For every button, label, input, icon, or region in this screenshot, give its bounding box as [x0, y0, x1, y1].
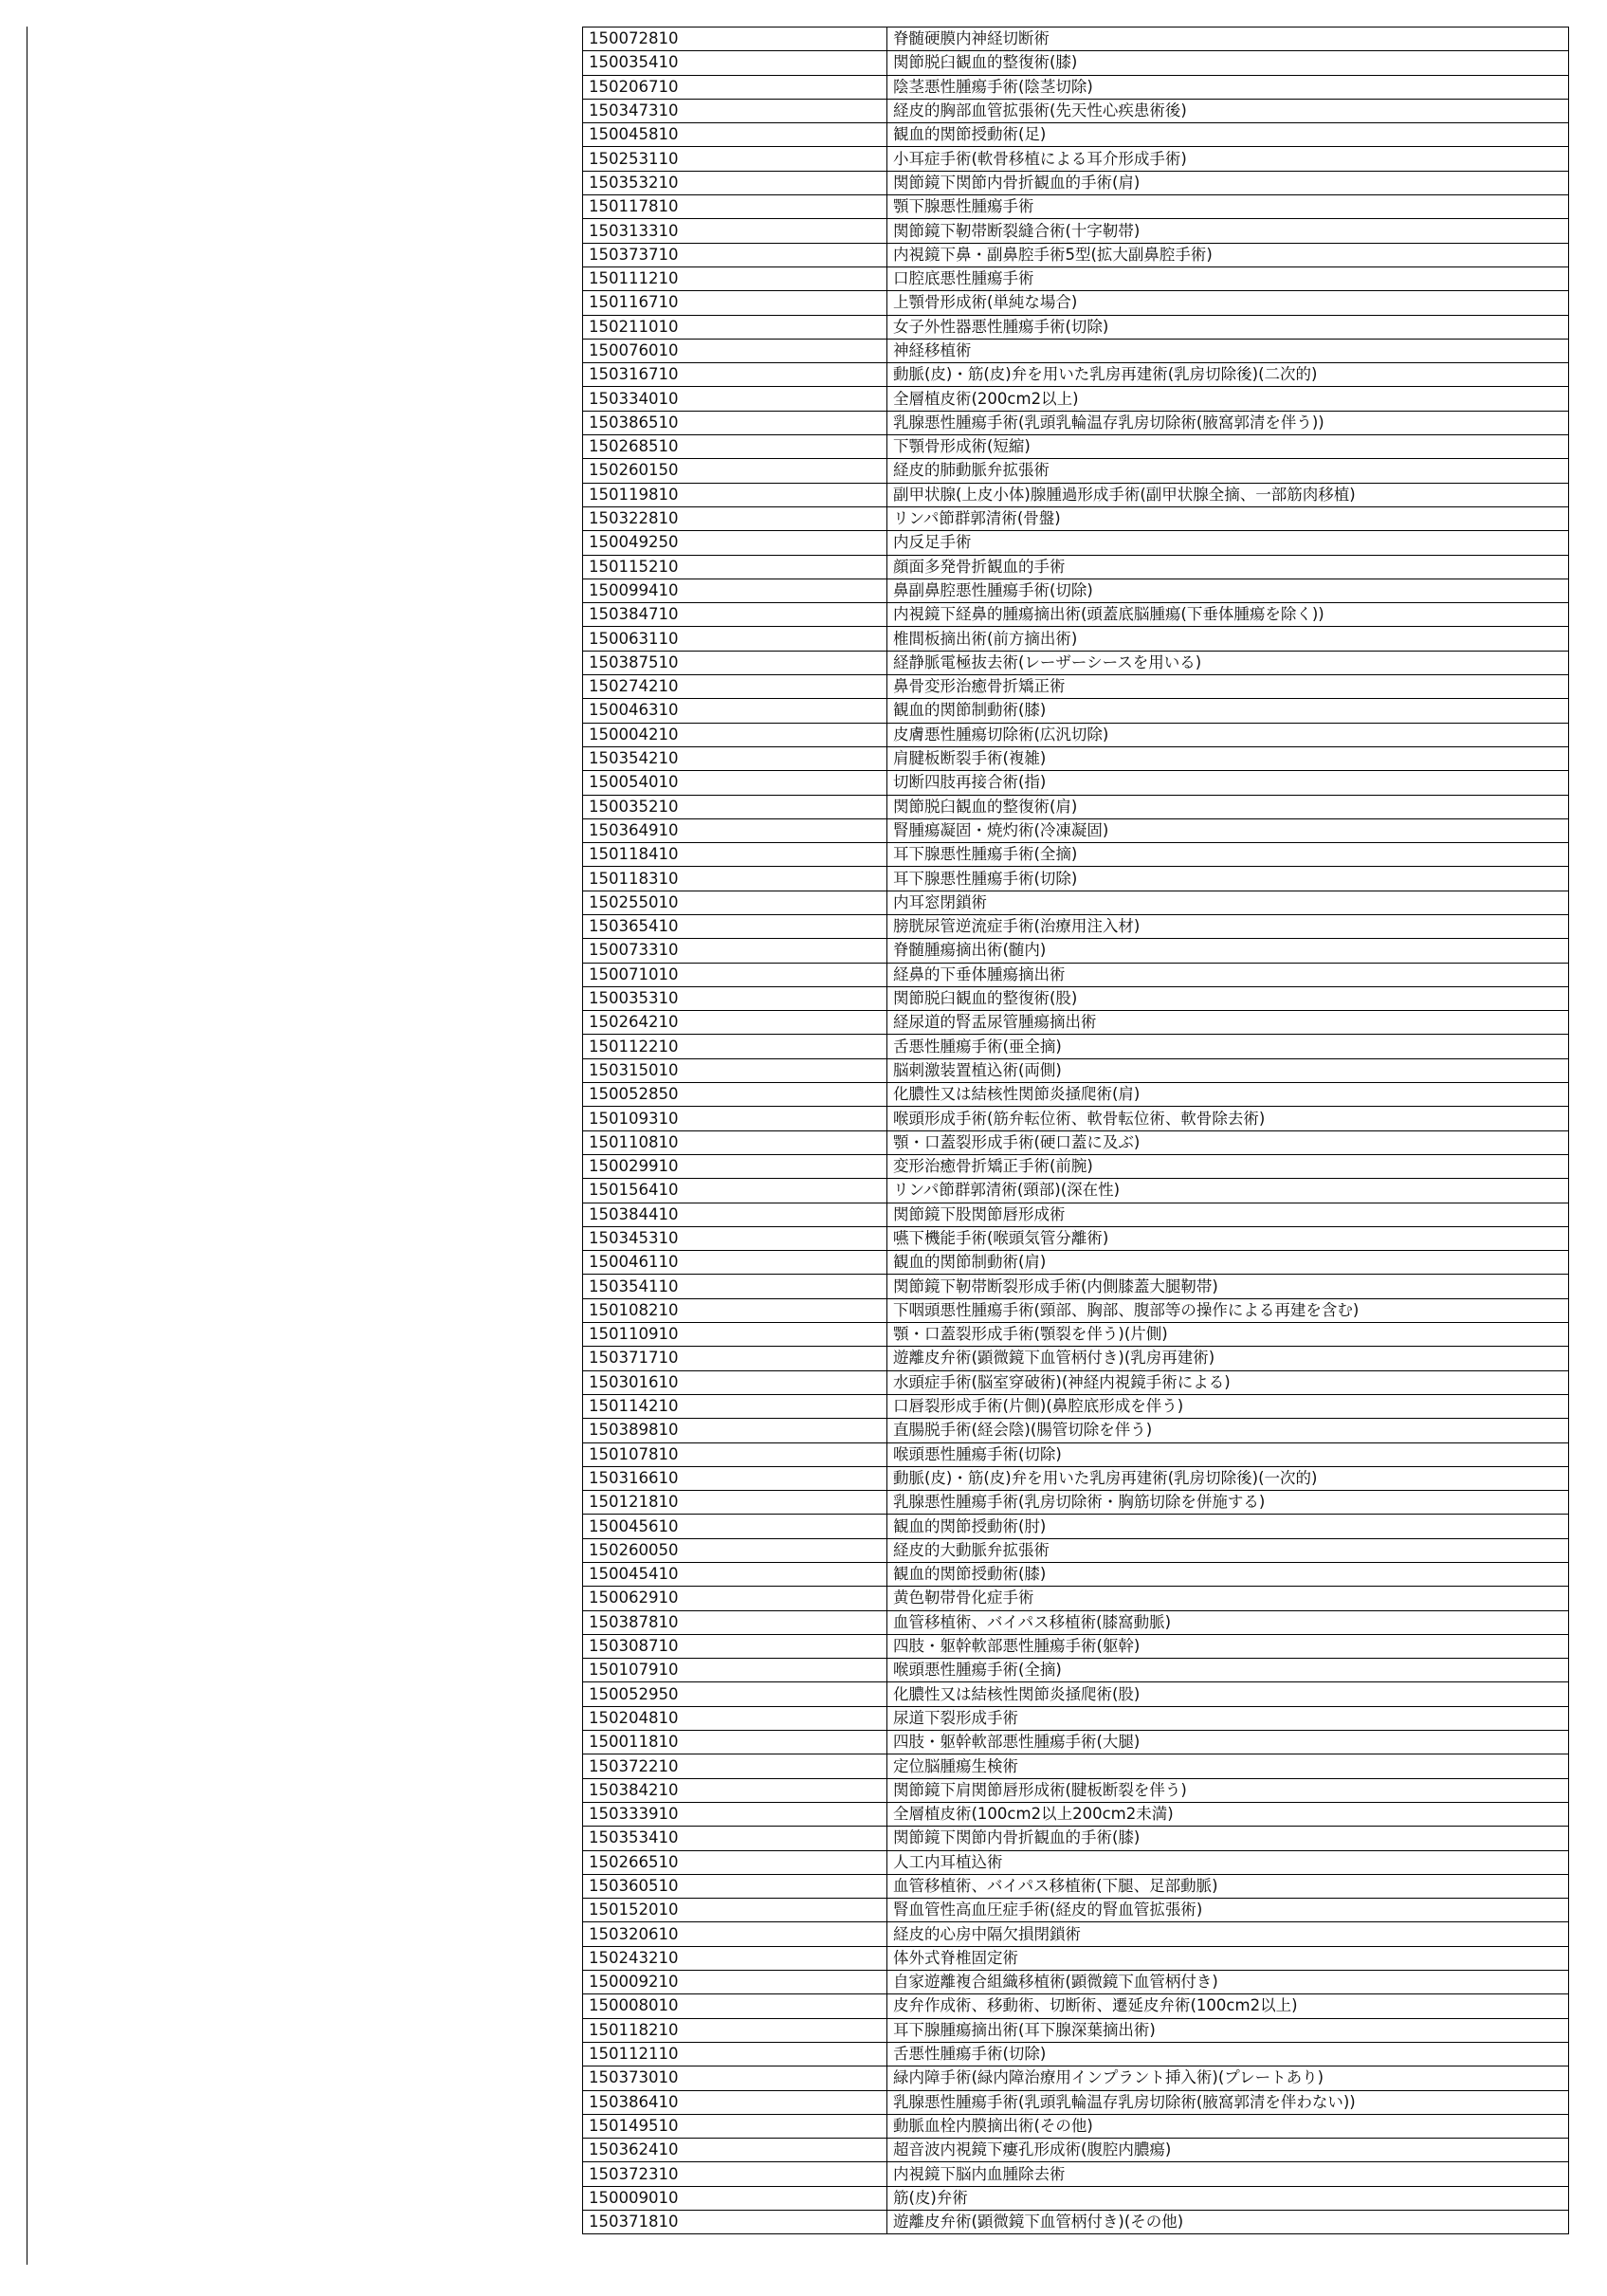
- procedure-code-cell: 150112210: [583, 1035, 887, 1058]
- table-row: [583, 1778, 1569, 1802]
- table-row: [583, 1899, 1569, 1922]
- table-row: [583, 1610, 1569, 1634]
- procedure-code-table: [582, 27, 1569, 2234]
- table-row: [583, 603, 1569, 627]
- table-row: [583, 771, 1569, 795]
- procedure-name-cell: 緑内障手術(緑内障治療用インプラント挿入術)(プレートあり): [887, 2066, 1569, 2090]
- procedure-code-cell: 150045410: [583, 1563, 887, 1587]
- procedure-code-cell: 150110910: [583, 1323, 887, 1347]
- table-row: [583, 291, 1569, 315]
- table-row: [583, 1659, 1569, 1682]
- procedure-name-cell: リンパ節群郭清術(骨盤): [887, 506, 1569, 530]
- table-row: [583, 579, 1569, 602]
- procedure-code-cell: 150243210: [583, 1946, 887, 1970]
- procedure-name-cell: 関節鏡下靭帯断裂縫合術(十字靭帯): [887, 219, 1569, 243]
- procedure-name-cell: 脳刺激装置植込術(両側): [887, 1058, 1569, 1082]
- table-row: [583, 746, 1569, 770]
- procedure-code-cell: 150386510: [583, 411, 887, 434]
- procedure-name-cell: 関節鏡下関節内骨折観血的手術(肩): [887, 171, 1569, 194]
- procedure-name-cell: 四肢・躯幹軟部悪性腫瘍手術(躯幹): [887, 1634, 1569, 1658]
- procedure-code-cell: 150360510: [583, 1874, 887, 1898]
- table-row: [583, 2018, 1569, 2042]
- procedure-name-cell: 自家遊離複合組織移植術(顕微鏡下血管柄付き): [887, 1971, 1569, 1994]
- procedure-name-cell: 喉頭悪性腫瘍手術(全摘): [887, 1659, 1569, 1682]
- table-row: [583, 1035, 1569, 1058]
- procedure-name-cell: 乳腺悪性腫瘍手術(乳頭乳輪温存乳房切除術(腋窩郭清を伴う)): [887, 411, 1569, 434]
- procedure-code-cell: 150046110: [583, 1251, 887, 1275]
- procedure-code-cell: 150372210: [583, 1754, 887, 1778]
- table-row: [583, 243, 1569, 266]
- procedure-name-cell: 乳腺悪性腫瘍手術(乳頭乳輪温存乳房切除術(腋窩郭清を伴わない)): [887, 2090, 1569, 2114]
- table-row: [583, 1946, 1569, 1970]
- procedure-name-cell: 関節鏡下股関節唇形成術: [887, 1203, 1569, 1226]
- table-row: [583, 1442, 1569, 1466]
- procedure-name-cell: 喉頭形成手術(筋弁転位術、軟骨転位術、軟骨除去術): [887, 1107, 1569, 1130]
- procedure-code-cell: 150118310: [583, 867, 887, 891]
- procedure-name-cell: 観血的関節制動術(膝): [887, 699, 1569, 723]
- procedure-code-cell: 150322810: [583, 506, 887, 530]
- procedure-code-cell: 150112110: [583, 2042, 887, 2066]
- procedure-code-cell: 150119810: [583, 483, 887, 506]
- procedure-name-cell: 血管移植術、バイパス移植術(下腿、足部動脈): [887, 1874, 1569, 1898]
- procedure-code-cell: 150004210: [583, 723, 887, 746]
- procedure-name-cell: 口腔底悪性腫瘍手術: [887, 266, 1569, 290]
- table-row: [583, 1179, 1569, 1203]
- procedure-name-cell: 筋(皮)弁術: [887, 2186, 1569, 2210]
- procedure-code-cell: 150008010: [583, 1994, 887, 2018]
- table-row: [583, 1634, 1569, 1658]
- table-row: [583, 531, 1569, 555]
- procedure-code-cell: 150373710: [583, 243, 887, 266]
- procedure-code-cell: 150253110: [583, 147, 887, 171]
- procedure-table-body: [583, 28, 1569, 2234]
- table-row: [583, 435, 1569, 459]
- procedure-code-cell: 150118410: [583, 843, 887, 867]
- table-row: [583, 843, 1569, 867]
- procedure-name-cell: 内耳窓閉鎖術: [887, 891, 1569, 914]
- procedure-name-cell: 下顎骨形成術(短縮): [887, 435, 1569, 459]
- procedure-name-cell: 喉頭悪性腫瘍手術(切除): [887, 1442, 1569, 1466]
- procedure-code-cell: 150107910: [583, 1659, 887, 1682]
- table-row: [583, 2066, 1569, 2090]
- table-row: [583, 1731, 1569, 1754]
- procedure-code-cell: 150384710: [583, 603, 887, 627]
- table-row: [583, 1802, 1569, 1826]
- procedure-code-cell: 150062910: [583, 1587, 887, 1610]
- procedure-code-cell: 150316710: [583, 363, 887, 387]
- procedure-code-cell: 150046310: [583, 699, 887, 723]
- procedure-name-cell: 皮膚悪性腫瘍切除術(広汎切除): [887, 723, 1569, 746]
- procedure-code-cell: 150114210: [583, 1394, 887, 1418]
- procedure-code-cell: 150121810: [583, 1491, 887, 1515]
- procedure-name-cell: 化膿性又は結核性関節炎掻爬術(股): [887, 1682, 1569, 1706]
- procedure-name-cell: 動脈(皮)・筋(皮)弁を用いた乳房再建術(乳房切除後)(一次的): [887, 1466, 1569, 1490]
- procedure-name-cell: 観血的関節授動術(肘): [887, 1515, 1569, 1538]
- table-row: [583, 1107, 1569, 1130]
- table-row: [583, 1563, 1569, 1587]
- table-row: [583, 411, 1569, 434]
- procedure-code-cell: 150334010: [583, 387, 887, 411]
- procedure-code-cell: 150353410: [583, 1827, 887, 1850]
- procedure-name-cell: 耳下腺悪性腫瘍手術(全摘): [887, 843, 1569, 867]
- procedure-name-cell: 関節脱臼観血的整復術(肩): [887, 795, 1569, 818]
- procedure-code-cell: 150315010: [583, 1058, 887, 1082]
- procedure-code-cell: 150333910: [583, 1802, 887, 1826]
- procedure-code-cell: 150206710: [583, 75, 887, 99]
- table-row: [583, 1251, 1569, 1275]
- procedure-name-cell: 経鼻的下垂体腫瘍摘出術: [887, 963, 1569, 986]
- procedure-name-cell: 顎・口蓋裂形成手術(硬口蓋に及ぶ): [887, 1130, 1569, 1154]
- procedure-code-cell: 150035310: [583, 986, 887, 1010]
- procedure-name-cell: リンパ節群郭清術(頸部)(深在性): [887, 1179, 1569, 1203]
- procedure-name-cell: 乳腺悪性腫瘍手術(乳房切除術・胸筋切除を併施する): [887, 1491, 1569, 1515]
- procedure-code-cell: 150073310: [583, 939, 887, 963]
- procedure-name-cell: 尿道下裂形成手術: [887, 1706, 1569, 1730]
- procedure-name-cell: 水頭症手術(脳室穿破術)(神経内視鏡手術による): [887, 1370, 1569, 1394]
- table-row: [583, 891, 1569, 914]
- procedure-code-cell: 150260050: [583, 1538, 887, 1562]
- procedure-name-cell: 椎間板摘出術(前方摘出術): [887, 627, 1569, 651]
- table-row: [583, 1850, 1569, 1874]
- table-row: [583, 723, 1569, 746]
- procedure-code-cell: 150301610: [583, 1370, 887, 1394]
- procedure-name-cell: 経皮的胸部血管拡張術(先天性心疾患術後): [887, 99, 1569, 122]
- procedure-name-cell: 耳下腺悪性腫瘍手術(切除): [887, 867, 1569, 891]
- procedure-code-cell: 150260150: [583, 459, 887, 483]
- procedure-code-cell: 150384210: [583, 1778, 887, 1802]
- procedure-code-cell: 150011810: [583, 1731, 887, 1754]
- table-row: [583, 1394, 1569, 1418]
- table-row: [583, 2186, 1569, 2210]
- table-row: [583, 459, 1569, 483]
- procedure-code-cell: 150274210: [583, 675, 887, 699]
- procedure-name-cell: 顎・口蓋裂形成手術(顎裂を伴う)(片側): [887, 1323, 1569, 1347]
- procedure-code-cell: 150045610: [583, 1515, 887, 1538]
- procedure-name-cell: 四肢・躯幹軟部悪性腫瘍手術(大腿): [887, 1731, 1569, 1754]
- procedure-code-cell: 150110810: [583, 1130, 887, 1154]
- procedure-name-cell: 耳下腺腫瘍摘出術(耳下腺深葉摘出術): [887, 2018, 1569, 2042]
- procedure-name-cell: 観血的関節授動術(膝): [887, 1563, 1569, 1587]
- procedure-code-cell: 150049250: [583, 531, 887, 555]
- procedure-code-cell: 150389810: [583, 1419, 887, 1442]
- procedure-code-cell: 150108210: [583, 1298, 887, 1322]
- procedure-name-cell: 人工内耳植込術: [887, 1850, 1569, 1874]
- procedure-code-cell: 150345310: [583, 1226, 887, 1250]
- procedure-code-cell: 150373010: [583, 2066, 887, 2090]
- table-row: [583, 2139, 1569, 2162]
- table-row: [583, 387, 1569, 411]
- procedure-name-cell: 全層植皮術(200cm2以上): [887, 387, 1569, 411]
- procedure-code-cell: 150115210: [583, 555, 887, 579]
- procedure-code-cell: 150076010: [583, 339, 887, 362]
- table-row: [583, 1370, 1569, 1394]
- procedure-name-cell: 舌悪性腫瘍手術(切除): [887, 2042, 1569, 2066]
- procedure-code-cell: 150354210: [583, 746, 887, 770]
- procedure-name-cell: 動脈(皮)・筋(皮)弁を用いた乳房再建術(乳房切除後)(二次的): [887, 363, 1569, 387]
- procedure-code-cell: 150045810: [583, 123, 887, 147]
- procedure-code-cell: 150054010: [583, 771, 887, 795]
- procedure-name-cell: 黄色靭帯骨化症手術: [887, 1587, 1569, 1610]
- procedure-name-cell: 鼻副鼻腔悪性腫瘍手術(切除): [887, 579, 1569, 602]
- procedure-name-cell: 脊髄腫瘍摘出術(髄内): [887, 939, 1569, 963]
- procedure-code-cell: 150052950: [583, 1682, 887, 1706]
- table-row: [583, 506, 1569, 530]
- procedure-name-cell: 女子外性器悪性腫瘍手術(切除): [887, 315, 1569, 339]
- procedure-name-cell: 体外式脊椎固定術: [887, 1946, 1569, 1970]
- procedure-code-cell: 150052850: [583, 1083, 887, 1107]
- procedure-name-cell: 全層植皮術(100cm2以上200cm2未満): [887, 1802, 1569, 1826]
- procedure-name-cell: 定位脳腫瘍生検術: [887, 1754, 1569, 1778]
- procedure-name-cell: 舌悪性腫瘍手術(亜全摘): [887, 1035, 1569, 1058]
- table-row: [583, 75, 1569, 99]
- table-row: [583, 147, 1569, 171]
- table-row: [583, 99, 1569, 122]
- procedure-name-cell: 直腸脱手術(経会陰)(腸管切除を伴う): [887, 1419, 1569, 1442]
- table-row: [583, 2162, 1569, 2186]
- table-row: [583, 1971, 1569, 1994]
- procedure-name-cell: 内反足手術: [887, 531, 1569, 555]
- procedure-name-cell: 肩腱板断裂手術(複雑): [887, 746, 1569, 770]
- procedure-code-cell: 150316610: [583, 1466, 887, 1490]
- table-row: [583, 818, 1569, 842]
- procedure-name-cell: 経静脈電極抜去術(レーザーシースを用いる): [887, 651, 1569, 674]
- table-row: [583, 171, 1569, 194]
- procedure-name-cell: 経皮的大動脈弁拡張術: [887, 1538, 1569, 1562]
- procedure-name-cell: 関節脱臼観血的整復術(股): [887, 986, 1569, 1010]
- table-row: [583, 675, 1569, 699]
- procedure-name-cell: 切断四肢再接合術(指): [887, 771, 1569, 795]
- procedure-name-cell: 腎血管性高血圧症手術(経皮的腎血管拡張術): [887, 1899, 1569, 1922]
- procedure-code-cell: 150255010: [583, 891, 887, 914]
- procedure-code-cell: 150371810: [583, 2211, 887, 2234]
- table-row: [583, 1827, 1569, 1850]
- table-row: [583, 1130, 1569, 1154]
- procedure-code-cell: 150204810: [583, 1706, 887, 1730]
- procedure-code-cell: 150354110: [583, 1275, 887, 1298]
- procedure-code-cell: 150035410: [583, 51, 887, 75]
- procedure-name-cell: 観血的関節授動術(足): [887, 123, 1569, 147]
- table-row: [583, 2114, 1569, 2138]
- table-row: [583, 939, 1569, 963]
- procedure-code-cell: 150111210: [583, 266, 887, 290]
- procedure-name-cell: 副甲状腺(上皮小体)腺腫過形成手術(副甲状腺全摘、一部筋肉移植): [887, 483, 1569, 506]
- procedure-name-cell: 下咽頭悪性腫瘍手術(頸部、胸部、腹部等の操作による再建を含む): [887, 1298, 1569, 1322]
- table-row: [583, 1154, 1569, 1178]
- procedure-code-cell: 150117810: [583, 195, 887, 219]
- procedure-code-cell: 150118210: [583, 2018, 887, 2042]
- table-row: [583, 266, 1569, 290]
- procedure-code-cell: 150268510: [583, 435, 887, 459]
- procedure-name-cell: 超音波内視鏡下瘻孔形成術(腹腔内膿瘍): [887, 2139, 1569, 2162]
- table-row: [583, 1011, 1569, 1035]
- procedure-code-cell: 150371710: [583, 1347, 887, 1370]
- table-row: [583, 123, 1569, 147]
- procedure-code-cell: 150387810: [583, 1610, 887, 1634]
- table-row: [583, 315, 1569, 339]
- procedure-name-cell: 血管移植術、バイパス移植術(膝窩動脈): [887, 1610, 1569, 1634]
- table-row: [583, 1323, 1569, 1347]
- procedure-name-cell: 経皮的心房中隔欠損閉鎖術: [887, 1922, 1569, 1946]
- table-row: [583, 1058, 1569, 1082]
- table-row: [583, 651, 1569, 674]
- procedure-code-cell: 150116710: [583, 291, 887, 315]
- procedure-name-cell: 内視鏡下脳内血腫除去術: [887, 2162, 1569, 2186]
- table-row: [583, 986, 1569, 1010]
- procedure-code-cell: 150099410: [583, 579, 887, 602]
- procedure-name-cell: 内視鏡下鼻・副鼻腔手術5型(拡大副鼻腔手術): [887, 243, 1569, 266]
- procedure-name-cell: 関節鏡下靭帯断裂形成手術(内側膝蓋大腿靭帯): [887, 1275, 1569, 1298]
- procedure-code-cell: 150107810: [583, 1442, 887, 1466]
- table-row: [583, 795, 1569, 818]
- table-row: [583, 1538, 1569, 1562]
- procedure-code-cell: 150264210: [583, 1011, 887, 1035]
- table-row: [583, 1226, 1569, 1250]
- procedure-code-cell: 150320610: [583, 1922, 887, 1946]
- table-row: [583, 1706, 1569, 1730]
- table-row: [583, 627, 1569, 651]
- table-row: [583, 1275, 1569, 1298]
- table-row: [583, 1203, 1569, 1226]
- procedure-name-cell: 関節鏡下肩関節唇形成術(腱板断裂を伴う): [887, 1778, 1569, 1802]
- procedure-name-cell: 動脈血栓内膜摘出術(その他): [887, 2114, 1569, 2138]
- procedure-name-cell: 膀胱尿管逆流症手術(治療用注入材): [887, 914, 1569, 938]
- procedure-code-cell: 150308710: [583, 1634, 887, 1658]
- table-row: [583, 2042, 1569, 2066]
- procedure-name-cell: 変形治癒骨折矯正手術(前腕): [887, 1154, 1569, 1178]
- procedure-code-cell: 150386410: [583, 2090, 887, 2114]
- procedure-name-cell: 顎下腺悪性腫瘍手術: [887, 195, 1569, 219]
- table-row: [583, 2211, 1569, 2234]
- procedure-code-cell: 150211010: [583, 315, 887, 339]
- table-row: [583, 1347, 1569, 1370]
- procedure-name-cell: 腎腫瘍凝固・焼灼術(冷凍凝固): [887, 818, 1569, 842]
- procedure-code-cell: 150029910: [583, 1154, 887, 1178]
- procedure-name-cell: 口唇裂形成手術(片側)(鼻腔底形成を伴う): [887, 1394, 1569, 1418]
- procedure-name-cell: 化膿性又は結核性関節炎掻爬術(肩): [887, 1083, 1569, 1107]
- procedure-name-cell: 鼻骨変形治癒骨折矯正術: [887, 675, 1569, 699]
- procedure-code-cell: 150109310: [583, 1107, 887, 1130]
- procedure-name-cell: 皮弁作成術、移動術、切断術、遷延皮弁術(100cm2以上): [887, 1994, 1569, 2018]
- table-row: [583, 339, 1569, 362]
- table-row: [583, 699, 1569, 723]
- table-row: [583, 1587, 1569, 1610]
- table-row: [583, 51, 1569, 75]
- table-row: [583, 867, 1569, 891]
- procedure-code-cell: 150387510: [583, 651, 887, 674]
- table-row: [583, 1466, 1569, 1490]
- procedure-code-cell: 150364910: [583, 818, 887, 842]
- table-row: [583, 1419, 1569, 1442]
- procedure-code-cell: 150266510: [583, 1850, 887, 1874]
- procedure-code-cell: 150365410: [583, 914, 887, 938]
- table-row: [583, 1298, 1569, 1322]
- procedure-code-cell: 150072810: [583, 28, 887, 51]
- procedure-code-cell: 150156410: [583, 1179, 887, 1203]
- table-row: [583, 1491, 1569, 1515]
- table-row: [583, 1754, 1569, 1778]
- procedure-name-cell: 小耳症手術(軟骨移植による耳介形成手術): [887, 147, 1569, 171]
- procedure-name-cell: 顔面多発骨折観血的手術: [887, 555, 1569, 579]
- procedure-name-cell: 経尿道的腎盂尿管腫瘍摘出術: [887, 1011, 1569, 1035]
- procedure-name-cell: 嚥下機能手術(喉頭気管分離術): [887, 1226, 1569, 1250]
- procedure-code-cell: 150372310: [583, 2162, 887, 2186]
- procedure-code-cell: 150384410: [583, 1203, 887, 1226]
- procedure-code-cell: 150152010: [583, 1899, 887, 1922]
- table-row: [583, 28, 1569, 51]
- table-row: [583, 1922, 1569, 1946]
- procedure-name-cell: 関節鏡下関節内骨折観血的手術(膝): [887, 1827, 1569, 1850]
- table-row: [583, 1682, 1569, 1706]
- table-row: [583, 483, 1569, 506]
- table-row: [583, 1994, 1569, 2018]
- table-row: [583, 363, 1569, 387]
- procedure-code-cell: 150009010: [583, 2186, 887, 2210]
- procedure-code-cell: 150362410: [583, 2139, 887, 2162]
- procedure-name-cell: 脊髄硬膜内神経切断術: [887, 28, 1569, 51]
- procedure-name-cell: 上顎骨形成術(単純な場合): [887, 291, 1569, 315]
- table-row: [583, 1083, 1569, 1107]
- procedure-name-cell: 遊離皮弁術(顕微鏡下血管柄付き)(その他): [887, 2211, 1569, 2234]
- procedure-name-cell: 観血的関節制動術(肩): [887, 1251, 1569, 1275]
- procedure-name-cell: 遊離皮弁術(顕微鏡下血管柄付き)(乳房再建術): [887, 1347, 1569, 1370]
- procedure-code-cell: 150071010: [583, 963, 887, 986]
- table-row: [583, 914, 1569, 938]
- procedure-code-cell: 150035210: [583, 795, 887, 818]
- procedure-name-cell: 関節脱臼観血的整復術(膝): [887, 51, 1569, 75]
- table-row: [583, 963, 1569, 986]
- procedure-code-cell: 150063110: [583, 627, 887, 651]
- table-row: [583, 219, 1569, 243]
- procedure-code-cell: 150149510: [583, 2114, 887, 2138]
- procedure-code-cell: 150347310: [583, 99, 887, 122]
- table-row: [583, 1874, 1569, 1898]
- table-row: [583, 555, 1569, 579]
- procedure-code-cell: 150313310: [583, 219, 887, 243]
- procedure-name-cell: 経皮的肺動脈弁拡張術: [887, 459, 1569, 483]
- procedure-name-cell: 内視鏡下経鼻的腫瘍摘出術(頭蓋底脳腫瘍(下垂体腫瘍を除く)): [887, 603, 1569, 627]
- procedure-code-cell: 150009210: [583, 1971, 887, 1994]
- procedure-code-cell: 150353210: [583, 171, 887, 194]
- procedure-table-container: [582, 27, 1569, 2234]
- table-row: [583, 195, 1569, 219]
- procedure-name-cell: 陰茎悪性腫瘍手術(陰茎切除): [887, 75, 1569, 99]
- table-row: [583, 1515, 1569, 1538]
- procedure-name-cell: 神経移植術: [887, 339, 1569, 362]
- table-row: [583, 2090, 1569, 2114]
